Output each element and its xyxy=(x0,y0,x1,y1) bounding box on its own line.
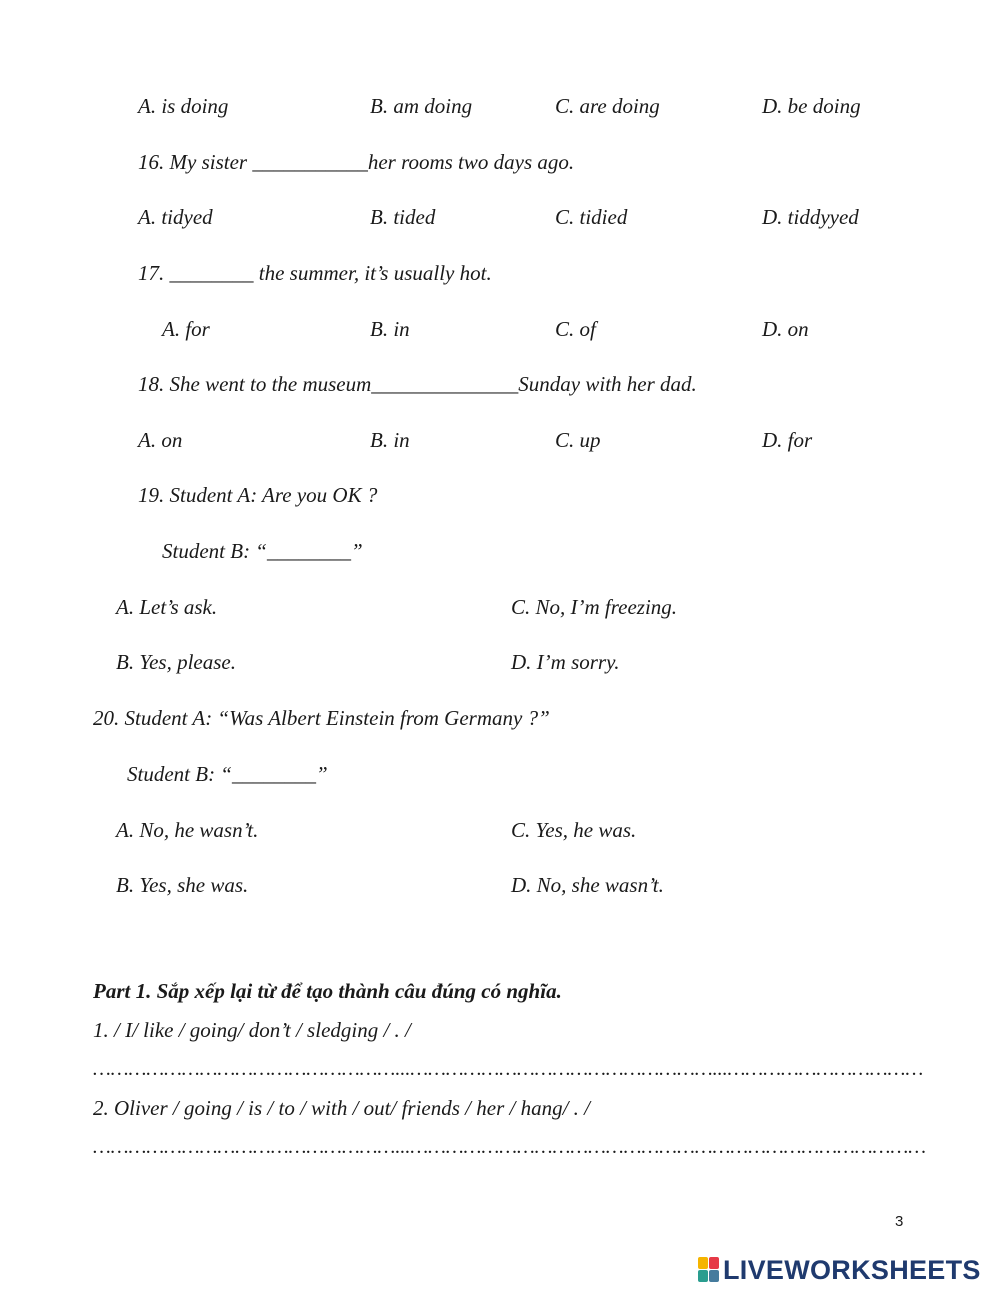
q20-option-b[interactable]: B. Yes, she was. xyxy=(116,873,249,897)
q19-option-c[interactable]: C. No, I’m freezing. xyxy=(511,595,678,619)
q16-option-c[interactable]: C. tidied xyxy=(555,205,628,229)
q20-option-a[interactable]: A. No, he wasn’t. xyxy=(116,818,259,842)
q19-option-a[interactable]: A. Let’s ask. xyxy=(116,595,218,619)
q19-stem: 19. Student A: Are you OK ? xyxy=(138,483,378,507)
q19-reply: Student B: “________” xyxy=(162,539,363,563)
q20-stem: 20. Student A: “Was Albert Einstein from Germany ?” xyxy=(93,706,550,730)
q17-option-b[interactable]: B. in xyxy=(370,317,410,341)
part1-item-2-prompt: 2. Oliver / going / is / to / with / out/ friends / her / hang/ . / xyxy=(93,1096,591,1120)
part1-item-2-answer-line[interactable]: ……………………………………………...…………………………………………………………………………… xyxy=(93,1136,927,1158)
q16-stem: 16. My sister ___________her rooms two days ago. xyxy=(138,150,575,174)
liveworksheets-logo-icon xyxy=(698,1257,720,1283)
part1-heading: Part 1. Sắp xếp lại từ để tạo thành câu đúng có nghĩa. xyxy=(93,979,562,1003)
q18-option-c[interactable]: C. up xyxy=(555,428,601,452)
q17-option-c[interactable]: C. of xyxy=(555,317,596,341)
q15-option-d[interactable]: D. be doing xyxy=(762,94,861,118)
q20-reply: Student B: “________” xyxy=(127,762,328,786)
q18-option-b[interactable]: B. in xyxy=(370,428,410,452)
part1-item-1-prompt: 1. / I/ like / going/ don’t / sledging / . / xyxy=(93,1018,411,1042)
q17-stem: 17. ________ the summer, it’s usually hot. xyxy=(138,261,492,285)
q16-option-a[interactable]: A. tidyed xyxy=(138,205,213,229)
q19-option-d[interactable]: D. I’m sorry. xyxy=(511,650,620,674)
page-number: 3 xyxy=(895,1213,904,1230)
q17-option-d[interactable]: D. on xyxy=(762,317,809,341)
q19-option-b[interactable]: B. Yes, please. xyxy=(116,650,236,674)
q18-option-a[interactable]: A. on xyxy=(138,428,183,452)
q16-option-d[interactable]: D. tiddyyed xyxy=(762,205,859,229)
q16-option-b[interactable]: B. tided xyxy=(370,205,436,229)
liveworksheets-logo xyxy=(698,1255,981,1285)
liveworksheets-logo-text: LIVEWORKSHEETS xyxy=(723,1254,981,1285)
q15-option-a[interactable]: A. is doing xyxy=(138,94,229,118)
q15-option-c[interactable]: C. are doing xyxy=(555,94,660,118)
q20-option-d[interactable]: D. No, she wasn’t. xyxy=(511,873,664,897)
q20-option-c[interactable]: C. Yes, he was. xyxy=(511,818,637,842)
q18-option-d[interactable]: D. for xyxy=(762,428,813,452)
q15-option-b[interactable]: B. am doing xyxy=(370,94,473,118)
q17-option-a[interactable]: A. for xyxy=(162,317,210,341)
part1-item-1-answer-line[interactable]: ……………………………………………...……………………………………………...…………………………… xyxy=(93,1058,924,1080)
q18-stem: 18. She went to the museum______________Sunday with her dad. xyxy=(138,372,697,396)
